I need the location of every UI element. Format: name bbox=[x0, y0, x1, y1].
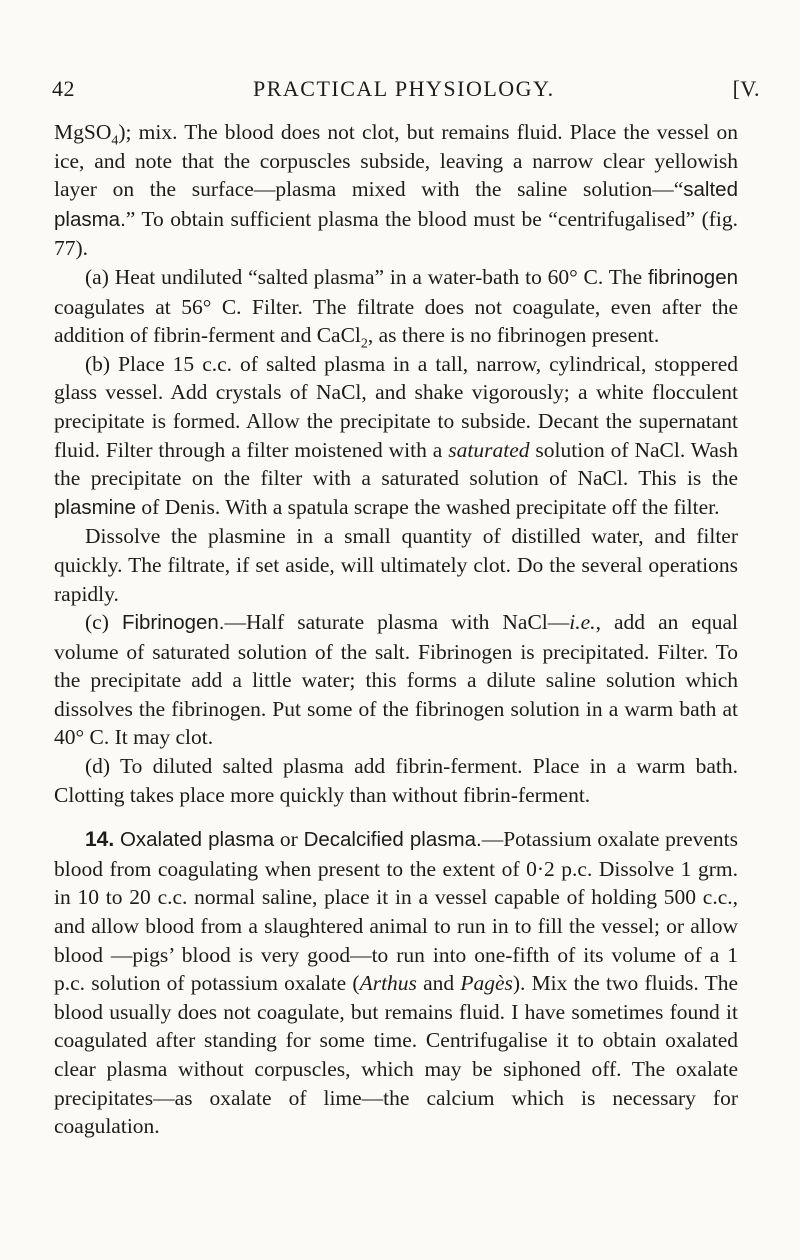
paragraph-dissolve: Dissolve the plasmine in a small quantity of distilled water, and filter quickly. The filtrate, if set aside, will ultimately clot. Do the several operations rapidly. bbox=[54, 524, 738, 606]
page-body bbox=[54, 118, 738, 1141]
chapter-marker: [V. bbox=[732, 76, 760, 101]
item-label-c: (c) bbox=[85, 610, 109, 635]
term-salted-plasma: salted plasma. bbox=[54, 178, 738, 231]
item-label-a: (a) bbox=[85, 264, 109, 289]
paragraph-b: (b) Place 15 c.c. of salted plasma in a tall, narrow, cylindrical, stoppered glass vessel. Add crystals of NaCl, and shake vigorously; a white flocculent precipitate is formed. Allow the precipitate to subside. Decant the supernatant fluid. Filter through a filter moistened with a saturated solution of NaCl. Wash the precipitate on the filter with a saturated solution of NaCl. This is the plasmine of Denis. With a spatula scrape the washed precipitate off the filter. bbox=[54, 351, 738, 519]
item-label-d: (d) bbox=[85, 754, 111, 779]
section-14: 14. Oxalated plasma or Decalcified plasma.—Potassium oxalate prevents blood from coagulating when present to the extent of 0·2 p.c. Dissolve 1 grm. in 10 to 20 c.c. normal saline, place it in a vessel capable of holding 500 c.c., and allow blood from a slaughtered animal to run in to fill the vessel; or allow blood —pigs’ blood is very good—to run into one-fifth of its volume of a 1 p.c. solution of potassium oxalate (Arthus and Pagès). Mix the two fluids. The blood usually does not coagulate, but remains fluid. I have sometimes found it coagulated after standing for some time. Centrifugalise it to obtain oxalated clear plasma without corpuscles, which may be siphoned off. The oxalate precipitates—as oxalate of lime—the calcium which is necessary for coagulation. bbox=[54, 827, 739, 1139]
page-number: 42 bbox=[52, 76, 75, 101]
term-plasmine: plasmine bbox=[54, 495, 137, 519]
paragraph-c: (c) Fibrinogen.—Half saturate plasma with NaCl—i.e., add an equal volume of saturated solution of the salt. Fibrinogen is precipitated. Filter. To the precipitate add a little water; this forms a dilute saline solution which dissolves the fibrinogen. Put some of the fibrinogen solution in a warm bath at 40° C. It may clot. bbox=[54, 610, 738, 750]
term-fibrinogen: fibrinogen bbox=[647, 265, 738, 289]
section-number: 14. bbox=[85, 828, 115, 852]
paragraph-a: (a) Heat undiluted “salted plasma” in a water-bath to 60° C. The fibrinogen coagulates at 56° C. Filter. The filtrate does not coagulate, even after the addition of fibrin-ferment and CaCl$_2$, as there is no fibrinogen present. bbox=[54, 264, 738, 352]
term-fibrinogen-heading: Fibrinogen. bbox=[121, 611, 225, 635]
running-title: PRACTICAL PHYSIOLOGY. bbox=[252, 76, 555, 101]
term-decalcified-plasma: Decalcified plasma. bbox=[303, 828, 482, 852]
paragraph-salted-plasma: MgSO$_4$); mix. The blood does not clot, but remains fluid. Place the vessel on ice, and note that the corpuscles subside, leaving a narrow clear yellowish layer on the surface—plasma mixed with the saline solution—“salted plasma.” To obtain sufficient plasma the blood must be “centrifugalised” (fig. 77). bbox=[54, 120, 738, 261]
term-oxalated-plasma: Oxalated plasma bbox=[119, 828, 275, 852]
item-label-b: (b) bbox=[85, 351, 111, 376]
paragraph-d: (d) To diluted salted plasma add fibrin-ferment. Place in a warm bath. Clotting takes place more quickly than without fibrin-ferment. bbox=[54, 754, 738, 807]
running-header bbox=[52, 76, 760, 102]
